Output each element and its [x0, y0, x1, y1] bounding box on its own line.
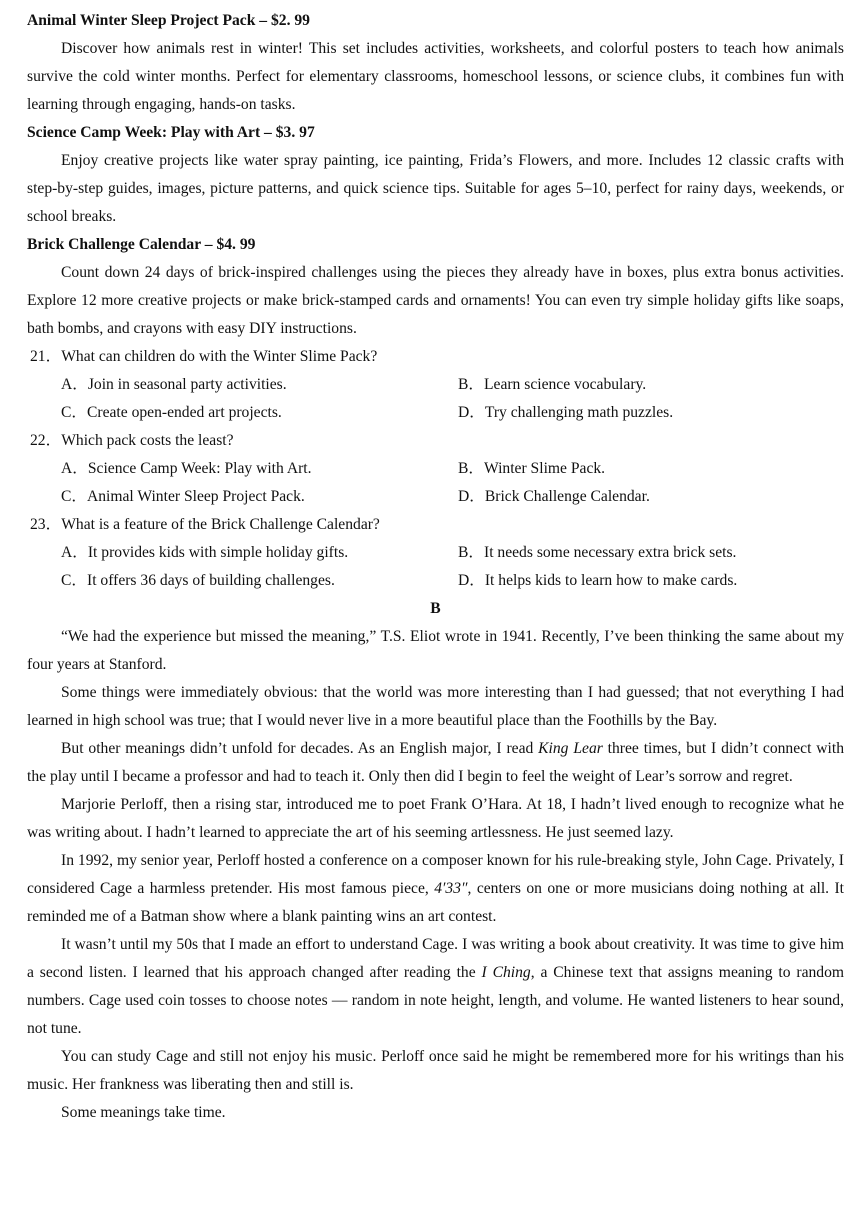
option-c: C．It offers 36 days of building challenges. — [61, 572, 335, 589]
option-b: B．Winter Slime Pack. — [458, 460, 606, 477]
options-21 — [27, 371, 844, 427]
option-d: D．Brick Challenge Calendar. — [458, 488, 650, 505]
option-b: B．Learn science vocabulary. — [458, 376, 647, 393]
text-title: I Ching — [481, 964, 531, 981]
options-22 — [27, 455, 844, 511]
item-title: Science Camp Week: Play with Art – $3. 97 — [27, 124, 315, 141]
option-a: A．Science Camp Week: Play with Art. — [61, 460, 312, 477]
question-23: 23．What is a feature of the Brick Challenge Calendar? — [30, 516, 380, 533]
section-b-heading: B — [430, 600, 441, 617]
option-b: B．It needs some necessary extra brick sets. — [458, 544, 737, 561]
option-d: D．It helps kids to learn how to make cards. — [458, 572, 738, 589]
item-description: Count down 24 days of brick-inspired challenges using the pieces they already have in boxes, plus extra bonus activities. Explore 12 more creative projects or make brick-stamped cards and ornaments! You can even try simple holiday gifts like soaps, bath bombs, and crayons with easy DIY instructions. — [27, 264, 844, 337]
option-a: A．Join in seasonal party activities. — [61, 376, 287, 393]
item-description: Enjoy creative projects like water spray painting, ice painting, Frida’s Flowers, and more. Includes 12 classic crafts with step-by-step guides, images, picture patterns, and quick science tips. Suitable for ages 5–10, perfect for rainy days, weekends, or school breaks. — [27, 152, 844, 225]
text-run: , a Chinese text that assigns meaning to random numbers. Cage used coin tosses to choose notes — random in note height, length, and volume. He wanted listeners to hear sound, not tune. — [27, 964, 845, 1037]
option-c: C．Animal Winter Sleep Project Pack. — [61, 488, 305, 505]
passage-paragraph-6 — [27, 931, 844, 1043]
passage-paragraph-7: You can study Cage and still not enjoy his music. Perloff once said he might be remembered more for his writings than his music. Her frankness was liberating then and still is. — [27, 1048, 844, 1093]
passage-paragraph-4: Marjorie Perloff, then a rising star, introduced me to poet Frank O’Hara. At 18, I hadn’t lived enough to recognize what he was writing about. I hadn’t learned to appreciate the art of his seeming artlessness. He just seemed lazy. — [27, 796, 844, 841]
text-run: , centers on one or more musicians doing nothing at all. It reminded me of a Batman show where a blank painting wins an art contest. — [27, 880, 845, 925]
question-21: 21．What can children do with the Winter Slime Pack? — [30, 348, 378, 365]
item-title: Brick Challenge Calendar – $4. 99 — [27, 236, 256, 253]
passage-paragraph-2: Some things were immediately obvious: that the world was more interesting than I had guessed; that not everything I had learned in high school was true; that I would never live in a more beautiful place than the Foothills by the Bay. — [27, 684, 844, 729]
passage-paragraph-8: Some meanings take time. — [61, 1104, 226, 1121]
item-title: Animal Winter Sleep Project Pack – $2. 99 — [27, 12, 310, 29]
options-23 — [27, 539, 844, 595]
text-run: three times, but I didn’t connect with the play until I became a professor and had to teach it. Only then did I begin to feel the weight of Lear’s sorrow and regret. — [27, 740, 844, 785]
option-a: A．It provides kids with simple holiday gifts. — [61, 544, 349, 561]
passage-paragraph-1: “We had the experience but missed the meaning,” T.S. Eliot wrote in 1941. Recently, I’ve been thinking the same about my four years at Stanford. — [27, 628, 844, 673]
book-title: King Lear — [538, 740, 603, 757]
piece-title: 4′33″ — [434, 880, 468, 897]
passage-paragraph-3 — [27, 735, 844, 791]
text-run: It wasn’t until my 50s that I made an effort to understand Cage. I was writing a book about creativity. It was time to give him a second listen. I learned that his approach changed after reading the — [27, 936, 844, 981]
option-c: C．Create open-ended art projects. — [61, 404, 282, 421]
text-run: In 1992, my senior year, Perloff hosted a conference on a composer known for his rule-breaking style, John Cage. Privately, I considered Cage a harmless pretender. His most famous piece, — [27, 852, 844, 897]
passage-paragraph-5 — [27, 847, 844, 931]
text-run: But other meanings didn’t unfold for decades. As an English major, I read — [61, 740, 539, 757]
option-d: D．Try challenging math puzzles. — [458, 404, 674, 421]
item-description: Discover how animals rest in winter! This set includes activities, worksheets, and colorful posters to teach how animals survive the cold winter months. Perfect for elementary classrooms, homeschool lessons, or science clubs, it combines fun with learning through engaging, hands-on tasks. — [27, 40, 844, 113]
question-22: 22．Which pack costs the least? — [30, 432, 234, 449]
